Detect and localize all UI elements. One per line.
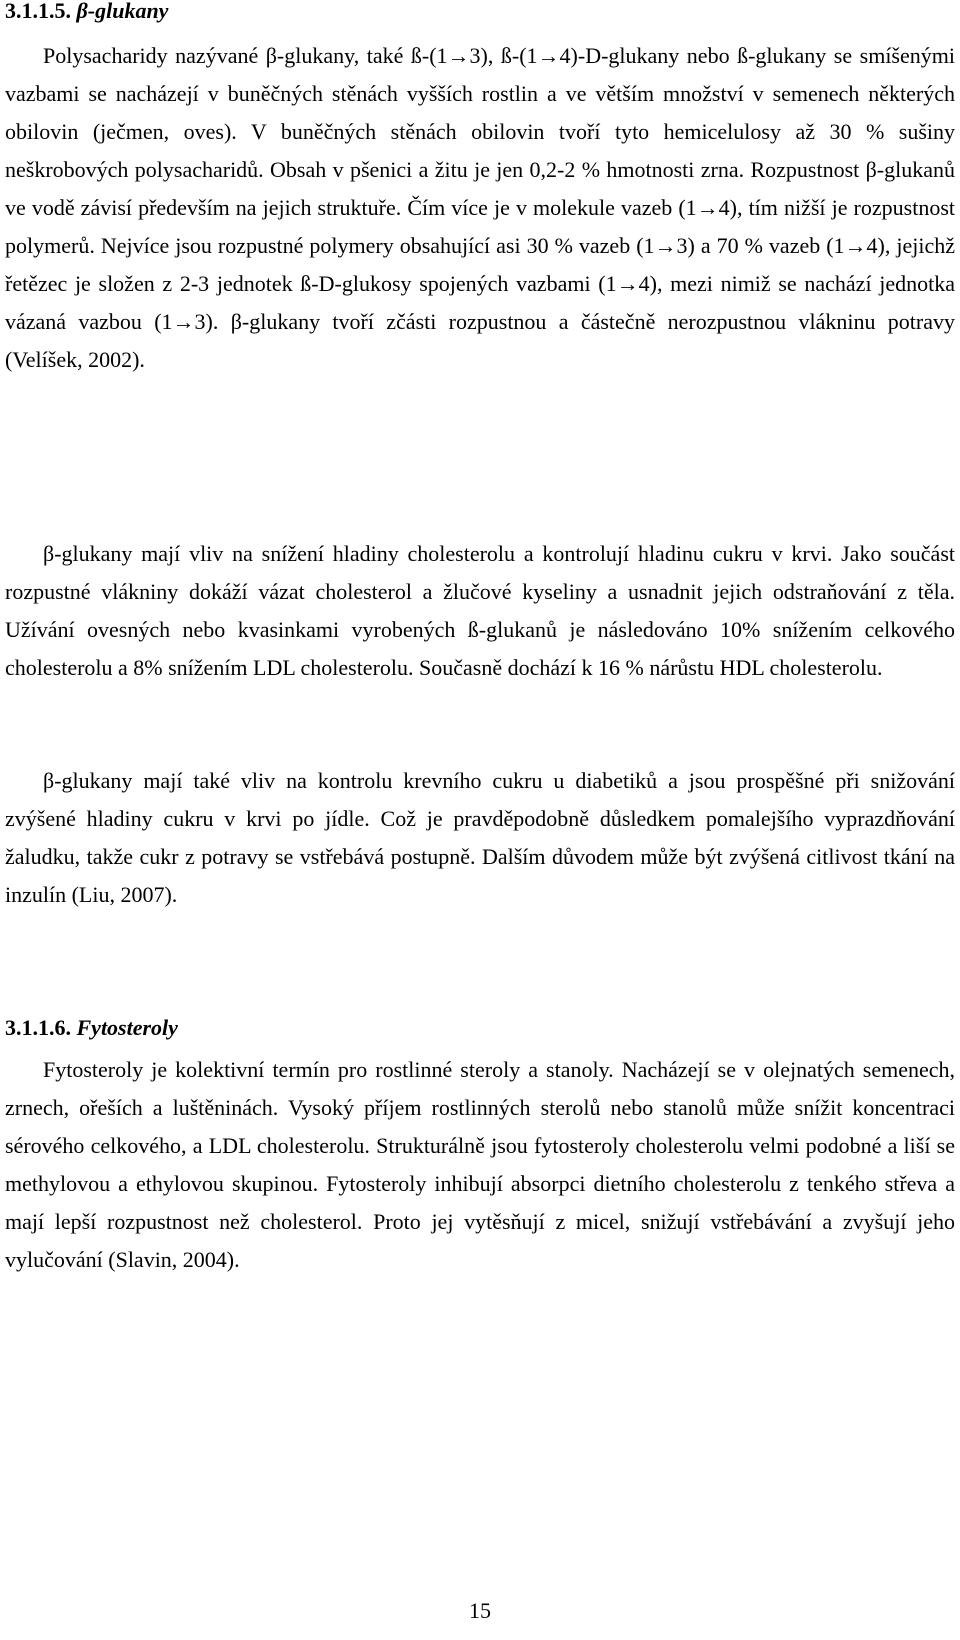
section-number: 3.1.1.6. (5, 1015, 71, 1040)
paragraph-phytosterols: Fytosteroly je kolektivní termín pro rostlinné steroly a stanoly. Nacházejí se v olejnatých semenech, zrnech, ořeších a luštěninách. Vysoký příjem rostlinných sterolů nebo stanolů může snížit koncentraci sérového celkového, a LDL cholesterolu. Strukturálně jsou fytosteroly cholesterolu velmi podobné a liší se methylovou a ethylovou skupinou. Fytosteroly inhibují absorpci dietního cholesterolu z tenkého střeva a mají lepší rozpustnost než cholesterol. Proto jej vytěsňují z micel, snižují vstřebávání a zvyšují jeho vylučování (Slavin, 2004). (5, 1057, 955, 1272)
section-title: Fytosteroly (76, 1015, 178, 1040)
paragraph-beta-glucans-intro: Polysacharidy nazývané β-glukany, také ß-(1→3), ß-(1→4)-D-glukany nebo ß-glukany se smíšenými vazbami se nacházejí v buněčných stěnách vyšších rostlin a ve větším množství v semenech některých obilovin (ječmen, oves). V buněčných stěnách obilovin tvoří tyto hemicelulosy až 30 % sušiny neškrobových polysacharidů. Obsah v pšenici a žitu je jen 0,2-2 % hmotnosti zrna. Rozpustnost β-glukanů ve vodě závisí především na jejich struktuře. Čím více je v molekule vazeb (1→4), tím nižší je rozpustnost polymerů. Nejvíce jsou rozpustné polymery obsahující asi 30 % vazeb (1→3) a 70 % vazeb (1→4), jejichž řetězec je složen z 2-3 jednotek ß-D-glukosy spojených vazbami (1→4), mezi nimiž se nachází jednotka vázaná vazbou (1→3). β-glukany tvoří zčásti rozpustnou a částečně nerozpustnou vlákninu potravy (Velíšek, 2002). (5, 43, 955, 372)
paragraph-beta-glucans-cholesterol: β-glukany mají vliv na snížení hladiny cholesterolu a kontrolují hladinu cukru v krvi. Jako součást rozpustné vlákniny dokáží vázat cholesterol a žlučové kyseliny a usnadnit jejich odstraňování z těla. Užívání ovesných nebo kvasinkami vyrobených ß-glukanů je následováno 10% snížením celkového cholesterolu a 8% snížením LDL cholesterolu. Současně dochází k 16 % nárůstu HDL cholesterolu. (5, 541, 955, 680)
section-heading-phytosterols (5, 1015, 178, 1041)
section-title: β-glukany (76, 0, 169, 23)
section-number: 3.1.1.5. (5, 0, 71, 23)
section-heading-beta-glucans (5, 0, 168, 24)
paragraph-beta-glucans-blood-sugar: β-glukany mají také vliv na kontrolu krevního cukru u diabetiků a jsou prospěšné při snižování zvýšené hladiny cukru v krvi po jídle. Což je pravděpodobně důsledkem pomalejšího vyprazdňování žaludku, takže cukr z potravy se vstřebává postupně. Dalším důvodem může být zvýšená citlivost tkání na inzulín (Liu, 2007). (5, 768, 955, 907)
page-number: 15 (469, 1598, 491, 1623)
